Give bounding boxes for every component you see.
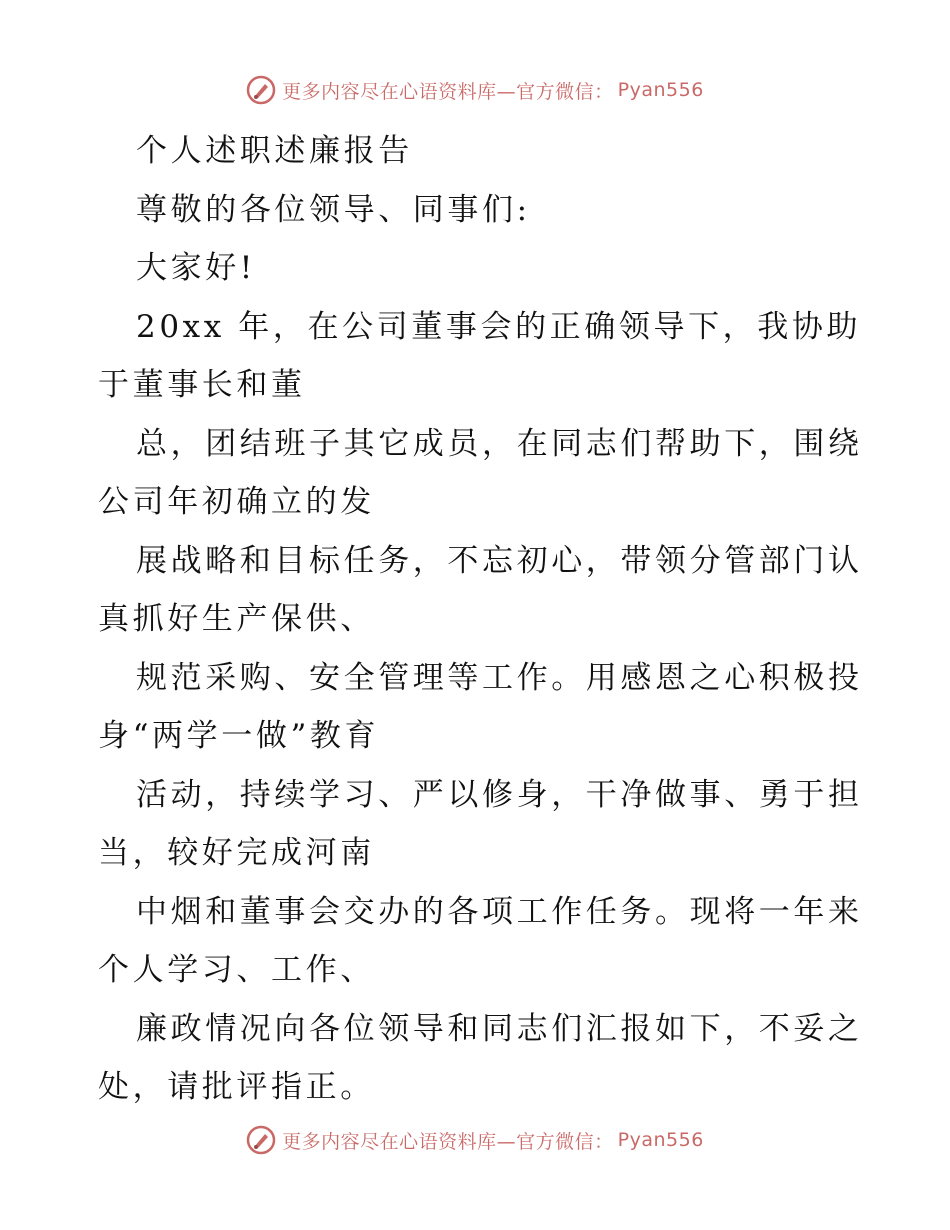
watermark-text: 更多内容尽在心语资料库—官方微信： [282, 80, 614, 103]
body-line: 廉政情况向各位领导和同志们汇报如下，不妥之 [136, 1010, 863, 1047]
pen-logo-icon [246, 1125, 276, 1155]
body-line: 公司年初确立的发 [98, 484, 375, 520]
footer-watermark [0, 1120, 950, 1160]
body-line: 处，请批评指正。 [98, 1069, 375, 1105]
body-line: 中烟和董事会交办的各项工作任务。现将一年来 [136, 893, 863, 930]
body-line: 20xx 年，在公司董事会的正确领导下，我协助 [136, 308, 862, 345]
body-line: 个人学习、工作、 [98, 952, 375, 988]
document-body [98, 122, 863, 1117]
watermark-wechat-id: Pyan556 [617, 1129, 704, 1151]
watermark-text: 更多内容尽在心语资料库—官方微信： [282, 1130, 614, 1153]
greeting: 大家好! [136, 250, 256, 286]
body-line: 总，团结班子其它成员，在同志们帮助下，围绕 [136, 425, 863, 462]
header-watermark [0, 70, 950, 110]
body-line: 规范采购、安全管理等工作。用感恩之心积极投 [136, 659, 863, 696]
body-line: 身“两学一做”教育 [98, 718, 380, 754]
body-line: 展战略和目标任务，不忘初心，带领分管部门认 [136, 542, 863, 579]
salutation: 尊敬的各位领导、同事们: [136, 191, 531, 228]
body-line: 活动，持续学习、严以修身，干净做事、勇于担 [136, 776, 863, 813]
body-line: 真抓好生产保供、 [98, 601, 375, 637]
document-title: 个人述职述廉报告 [136, 133, 413, 169]
watermark-wechat-id: Pyan556 [617, 79, 704, 101]
body-line: 当，较好完成河南 [98, 835, 375, 871]
body-line: 于董事长和董 [98, 367, 306, 403]
pen-logo-icon [246, 75, 276, 105]
